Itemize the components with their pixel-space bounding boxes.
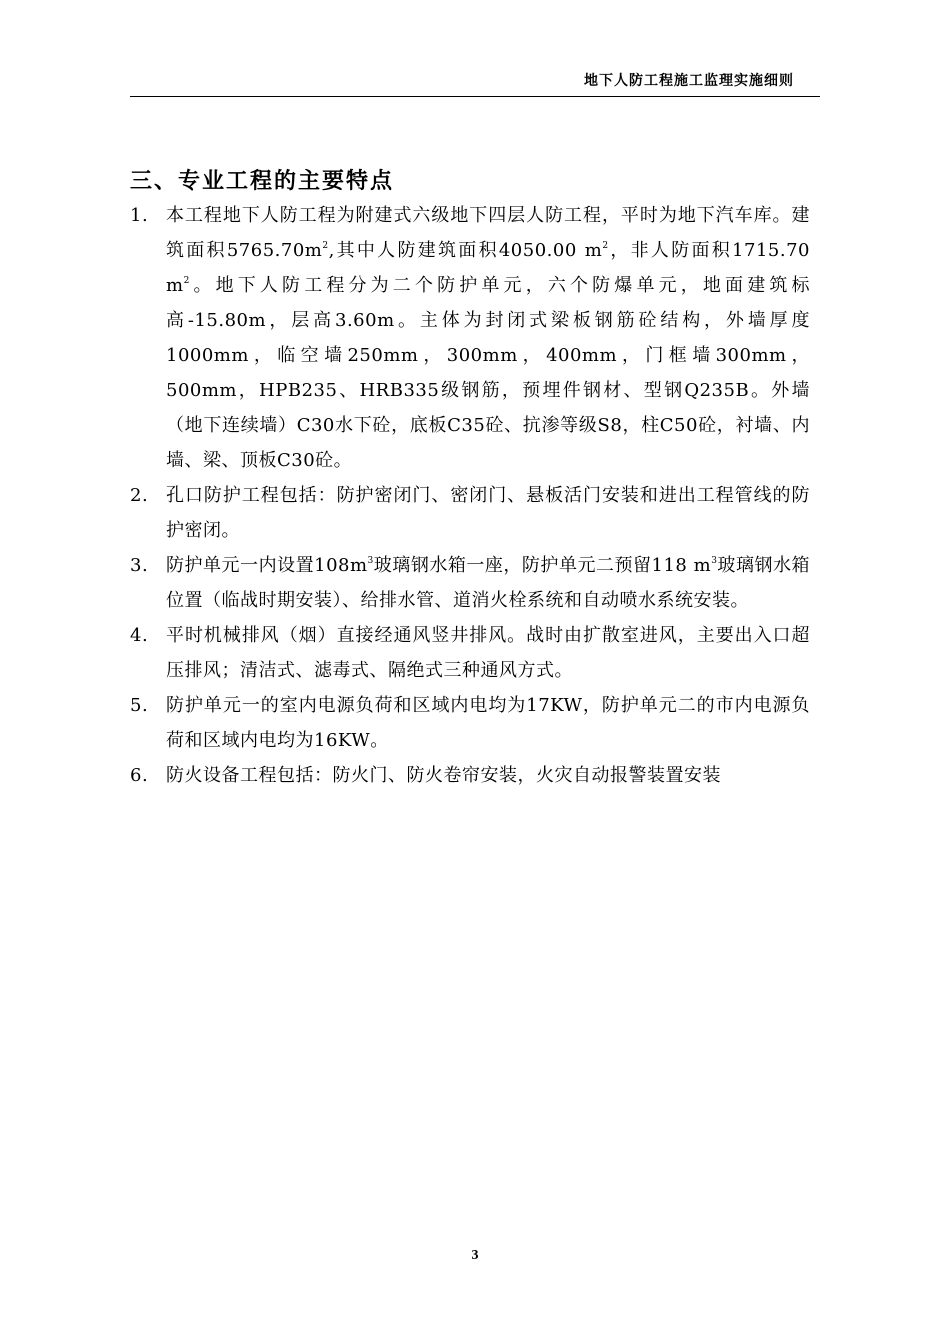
list-item (130, 548, 810, 618)
item-number: 2. (130, 485, 149, 506)
superscript: 2 (602, 241, 609, 251)
item-text: 玻璃钢水箱一座，防护单元二预留118 m (373, 555, 712, 576)
item-number: 3. (130, 555, 149, 576)
item-number: 1. (130, 205, 149, 226)
item-text: 本工程地下人防工程为附建式六级地下四层人防工程，平时为地下汽车库。建筑面积5765.70m (166, 205, 810, 261)
superscript: 2 (183, 276, 190, 286)
superscript: 2 (322, 241, 329, 251)
page-number: 3 (471, 1248, 479, 1263)
item-text: ，非人防面积1715.70 m (166, 240, 810, 296)
list-item (130, 478, 810, 548)
feature-list (130, 198, 810, 793)
item-text: 防护单元一内设置108m (166, 555, 368, 576)
item-number: 4. (130, 625, 149, 646)
list-item (130, 758, 810, 793)
list-item (130, 618, 810, 688)
item-text: 孔口防护工程包括：防护密闭门、密闭门、悬板活门安装和进出工程管线的防护密闭。 (166, 485, 810, 541)
item-number: 6. (130, 765, 149, 786)
section-title: 三、专业工程的主要特点 (130, 169, 395, 194)
header-rule (130, 96, 820, 97)
item-text: 平时机械排风（烟）直接经通风竖井排风。战时由扩散室进风，主要出入口超压排风；清洁式、滤毒式、隔绝式三种通风方式。 (166, 625, 810, 681)
list-item (130, 198, 810, 478)
item-text: 。地下人防工程分为二个防护单元，六个防爆单元，地面建筑标高-15.80m，层高3.60m。主体为封闭式梁板钢筋砼结构，外墙厚度1000mm，临空墙250mm，300mm，400mm，门框墙300mm，500mm，HPB235、HRB335级钢筋，预埋件钢材、型钢Q235B。外墙（地下连续墙）C30水下砼，底板C35砼、抗渗等级S8，柱C50砼，衬墙、内墙、梁、顶板C30砼。 (166, 275, 810, 471)
running-header: 地下人防工程施工监理实施细则 (584, 73, 794, 89)
item-text: 防火设备工程包括：防火门、防火卷帘安装，火灾自动报警装置安装 (166, 765, 721, 786)
superscript: 3 (711, 556, 718, 566)
superscript: 3 (367, 556, 374, 566)
item-number: 5. (130, 695, 149, 716)
list-item (130, 688, 810, 758)
item-text: 防护单元一的室内电源负荷和区域内电均为17KW，防护单元二的市内电源负荷和区域内电均为16KW。 (166, 695, 810, 751)
item-text: ,其中人防建筑面积4050.00 m (328, 240, 603, 261)
item-text: 玻璃钢水箱位置（临战时期安装）、给排水管、道消火栓系统和自动喷水系统安装。 (166, 555, 810, 611)
